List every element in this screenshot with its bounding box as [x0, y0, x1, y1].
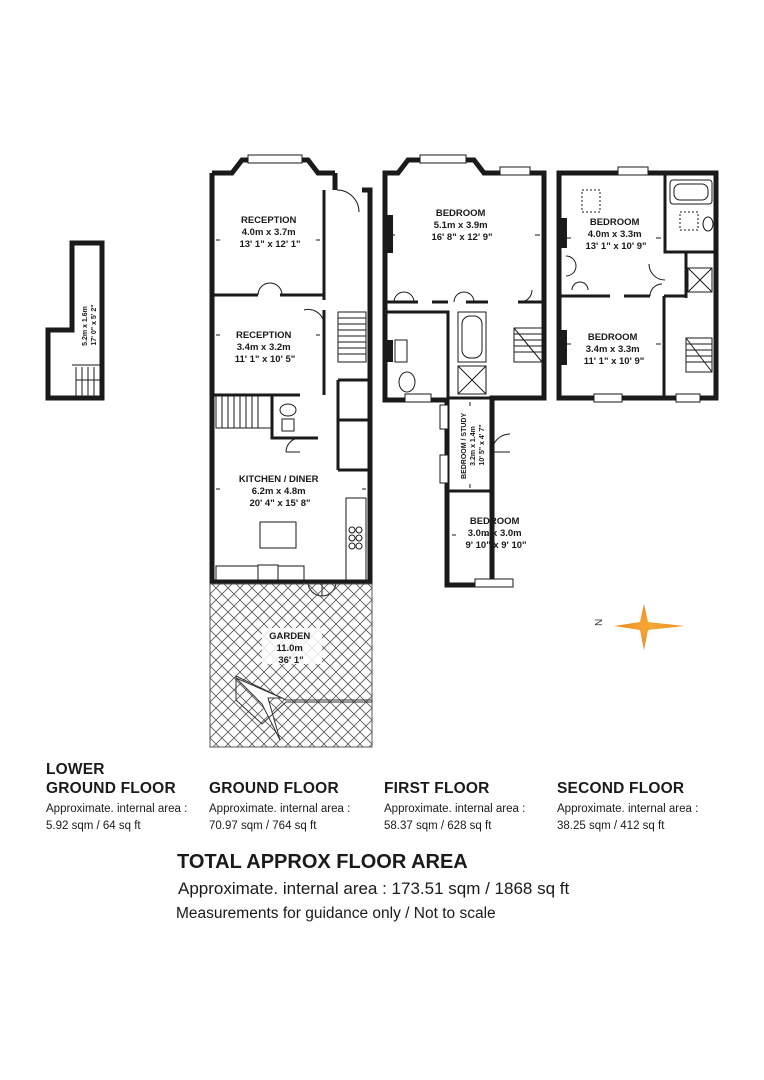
second-bedroom-front-label: BEDROOM 4.0m x 3.3m 13' 1" x 10' 9": [585, 217, 647, 252]
garden-label: GARDEN 11.0m 36' 1": [269, 631, 311, 666]
second-floor-title: SECOND FLOOR: [557, 780, 685, 797]
first-bedroom-rear-label: BEDROOM 3.0m x 3.0m 9' 10" x 9' 10": [465, 516, 527, 551]
lower-ground-floor-title: LOWER GROUND FLOOR: [46, 761, 176, 797]
measurement-disclaimer: Measurements for guidance only / Not to scale: [176, 905, 496, 922]
second-bedroom-rear-label: BEDROOM 3.4m x 3.3m 11' 1" x 10' 9": [583, 332, 645, 367]
kitchen-diner-label: KITCHEN / DINER 6.2m x 4.8m 20' 4" x 15' 8": [238, 474, 319, 509]
reception-rear-label: RECEPTION 3.4m x 3.2m 11' 1" x 10' 5": [234, 330, 296, 365]
ground-floor-area: Approximate. internal area : 70.97 sqm / 764 sq ft: [209, 803, 351, 832]
ground-floor-title: GROUND FLOOR: [209, 780, 339, 797]
first-bedroom-front-label: BEDROOM 5.1m x 3.9m 16' 8" x 12' 9": [431, 208, 493, 243]
first-floor-title: FIRST FLOOR: [384, 780, 490, 797]
first-study-label: BEDROOM / STUDY 3.2m x 1.4m 10' 5" x 4' 7": [461, 412, 486, 479]
first-floor-plan: [385, 155, 544, 587]
compass-icon: [594, 604, 684, 650]
garden-area: [210, 584, 372, 747]
reception-front-label: RECEPTION 4.0m x 3.7m 13' 1" x 12' 1": [239, 215, 301, 250]
total-floor-area-value: Approximate. internal area : 173.51 sqm / 1868 sq ft: [178, 879, 570, 898]
compass-north-label: N: [594, 618, 605, 626]
lower-ground-floor-area: Approximate. internal area : 5.92 sqm / 64 sq ft: [46, 803, 188, 832]
lower-store-dimensions: 5.2m x 1.6m 17' 0" x 5' 2": [82, 304, 98, 346]
lower-ground-floor-plan: [48, 243, 102, 398]
ground-floor-plan: [210, 155, 372, 747]
total-floor-area-title: TOTAL APPROX FLOOR AREA: [177, 851, 468, 873]
second-floor-area: Approximate. internal area : 38.25 sqm / 412 sq ft: [557, 803, 699, 832]
second-floor-plan: [559, 167, 716, 402]
first-floor-area: Approximate. internal area : 58.37 sqm / 628 sq ft: [384, 803, 526, 832]
